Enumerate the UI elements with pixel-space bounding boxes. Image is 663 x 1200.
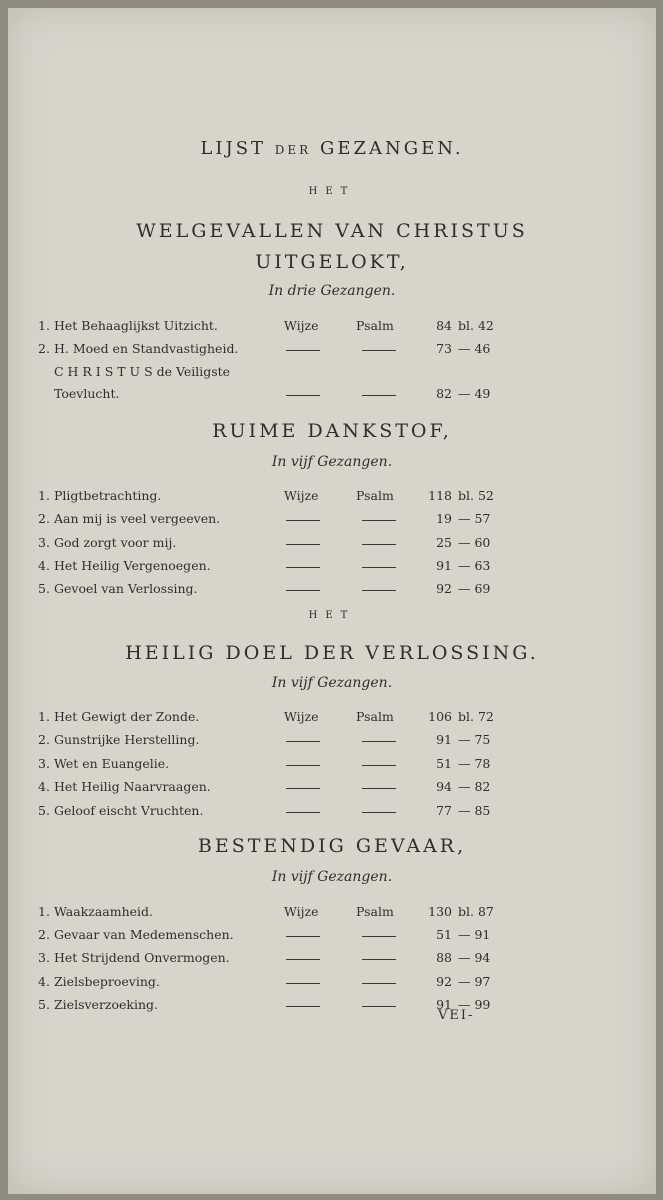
ditto-dash	[362, 567, 396, 568]
song-row	[8, 386, 656, 406]
section-title: UITGELOKT,	[255, 251, 409, 273]
song-title: Gevoel van Verlossing.	[54, 581, 198, 596]
song-row	[8, 950, 656, 970]
song-title: Gevaar van Medemenschen.	[54, 927, 234, 942]
page-reference: — 94	[458, 950, 491, 965]
song-number: 5.	[38, 997, 50, 1012]
ditto-dash	[362, 350, 396, 351]
song-number: 4.	[38, 779, 50, 794]
page-reference: — 82	[458, 779, 491, 794]
song-title: Het Heilig Naarvraagen.	[54, 779, 211, 794]
wijze-label: Wijze	[284, 318, 319, 333]
title-word-der: DER	[274, 143, 312, 157]
song-number: 1.	[38, 904, 50, 919]
catchword: VEI-	[438, 1008, 475, 1023]
ditto-dash	[286, 350, 320, 351]
page-reference: — 75	[458, 732, 491, 747]
page-reference: bl. 87	[458, 904, 494, 919]
psalm-number: 118	[428, 488, 452, 503]
psalm-label: Psalm	[356, 488, 394, 503]
wijze-label: Wijze	[284, 488, 319, 503]
song-row	[8, 581, 656, 601]
song-number: 1.	[38, 318, 50, 333]
page-reference: — 97	[458, 974, 491, 989]
psalm-number: 77	[436, 803, 452, 818]
psalm-label: Psalm	[356, 318, 394, 333]
ditto-dash	[362, 741, 396, 742]
song-title: Het Heilig Vergenoegen.	[54, 558, 211, 573]
page-reference: bl. 42	[458, 318, 494, 333]
song-row	[8, 732, 656, 752]
song-row	[8, 709, 656, 729]
ditto-dash	[286, 959, 320, 960]
page-reference: — 69	[458, 581, 491, 596]
psalm-number: 19	[436, 511, 452, 526]
ditto-dash	[362, 959, 396, 960]
psalm-number: 25	[436, 535, 452, 550]
page-reference: bl. 52	[458, 488, 494, 503]
ditto-dash	[362, 983, 396, 984]
ditto-dash	[362, 520, 396, 521]
ditto-dash	[286, 1006, 320, 1007]
song-title: Toevlucht.	[54, 386, 120, 401]
psalm-number: 51	[436, 756, 452, 771]
wijze-label: Wijze	[284, 709, 319, 724]
page-reference: — 99	[458, 997, 491, 1012]
song-title: Het Strijdend Onvermogen.	[54, 950, 230, 965]
page-reference: — 49	[458, 386, 491, 401]
section-title: WELGEVALLEN VAN CHRISTUS	[136, 220, 528, 242]
page-reference: — 91	[458, 927, 491, 942]
song-number: 4.	[38, 558, 50, 573]
page-content	[8, 8, 656, 1194]
song-title: Pligtbetrachting.	[54, 488, 162, 503]
ditto-dash	[286, 395, 320, 396]
song-number: 5.	[38, 803, 50, 818]
song-row	[8, 904, 656, 924]
song-title: Waakzaamheid.	[54, 904, 154, 919]
ditto-dash	[286, 983, 320, 984]
psalm-number: 106	[428, 709, 452, 724]
song-row	[8, 997, 656, 1017]
ditto-dash	[286, 936, 320, 937]
section-title: HEILIG DOEL DER VERLOSSING.	[125, 642, 539, 664]
ditto-dash	[362, 544, 396, 545]
page-reference: — 85	[458, 803, 491, 818]
song-title: C H R I S T U S de Veiligste	[54, 364, 231, 379]
song-number: 2.	[38, 927, 50, 942]
psalm-number: 92	[436, 974, 452, 989]
psalm-number: 91	[436, 558, 452, 573]
psalm-number: 94	[436, 779, 452, 794]
song-number: 2.	[38, 341, 50, 356]
psalm-number: 51	[436, 927, 452, 942]
song-title: Aan mij is veel vergeeven.	[54, 511, 221, 526]
psalm-number: 91	[436, 732, 452, 747]
song-row	[8, 318, 656, 338]
ditto-dash	[286, 520, 320, 521]
ditto-dash	[362, 395, 396, 396]
section-subtitle: In vijf Gezangen.	[271, 869, 393, 885]
song-number: 3.	[38, 950, 50, 965]
ditto-dash	[286, 765, 320, 766]
song-row	[8, 974, 656, 994]
section-subtitle: In vijf Gezangen.	[271, 454, 393, 470]
title-word-lijst: LIJST	[200, 138, 267, 159]
song-title: God zorgt voor mij.	[54, 535, 177, 550]
song-title: Geloof eischt Vruchten.	[54, 803, 204, 818]
song-number: 1.	[38, 709, 50, 724]
song-title: Wet en Euangelie.	[54, 756, 170, 771]
psalm-label: Psalm	[356, 904, 394, 919]
ditto-dash	[286, 590, 320, 591]
song-number: 5.	[38, 581, 50, 596]
section-title: RUIME DANKSTOF,	[212, 420, 452, 442]
wijze-label: Wijze	[284, 904, 319, 919]
song-row	[8, 558, 656, 578]
psalm-number: 88	[436, 950, 452, 965]
song-row	[8, 488, 656, 508]
ditto-dash	[286, 567, 320, 568]
ditto-dash	[286, 788, 320, 789]
ditto-dash	[362, 812, 396, 813]
song-row	[8, 803, 656, 823]
song-number: 2.	[38, 732, 50, 747]
ditto-dash	[362, 1006, 396, 1007]
psalm-number: 92	[436, 581, 452, 596]
section-subtitle: In vijf Gezangen.	[271, 675, 393, 691]
song-number: 3.	[38, 535, 50, 550]
song-number: 2.	[38, 511, 50, 526]
book-page	[8, 8, 656, 1194]
song-row	[8, 535, 656, 555]
ditto-dash	[286, 812, 320, 813]
psalm-number: 73	[436, 341, 452, 356]
psalm-label: Psalm	[356, 709, 394, 724]
psalm-number: 82	[436, 386, 452, 401]
section-het-label: HET	[308, 186, 356, 197]
song-row	[8, 364, 656, 384]
song-row	[8, 779, 656, 799]
title-word-gezangen: GEZANGEN.	[319, 138, 464, 159]
song-row	[8, 756, 656, 776]
psalm-number: 91	[436, 997, 452, 1012]
page-reference: bl. 72	[458, 709, 494, 724]
ditto-dash	[362, 788, 396, 789]
ditto-dash	[286, 741, 320, 742]
song-row	[8, 511, 656, 531]
section-subtitle: In drie Gezangen.	[268, 283, 396, 299]
page-reference: — 46	[458, 341, 491, 356]
ditto-dash	[362, 590, 396, 591]
psalm-number: 84	[436, 318, 452, 333]
ditto-dash	[362, 936, 396, 937]
song-title: Gunstrijke Herstelling.	[54, 732, 200, 747]
song-title: Het Gewigt der Zonde.	[54, 709, 200, 724]
ditto-dash	[362, 765, 396, 766]
list-title	[8, 138, 656, 159]
song-row	[8, 341, 656, 361]
song-title: Het Behaaglijkst Uitzicht.	[54, 318, 218, 333]
page-reference: — 57	[458, 511, 491, 526]
song-row	[8, 927, 656, 947]
page-reference: — 63	[458, 558, 491, 573]
ditto-dash	[286, 544, 320, 545]
section-het-label: HET	[308, 610, 356, 621]
song-number: 1.	[38, 488, 50, 503]
song-title: Zielsverzoeking.	[54, 997, 159, 1012]
section-title: BESTENDIG GEVAAR,	[197, 835, 467, 857]
song-title: H. Moed en Standvastigheid.	[54, 341, 239, 356]
page-reference: — 60	[458, 535, 491, 550]
song-number: 4.	[38, 974, 50, 989]
song-number: 3.	[38, 756, 50, 771]
psalm-number: 130	[428, 904, 452, 919]
song-title: Zielsbeproeving.	[54, 974, 160, 989]
page-reference: — 78	[458, 756, 491, 771]
